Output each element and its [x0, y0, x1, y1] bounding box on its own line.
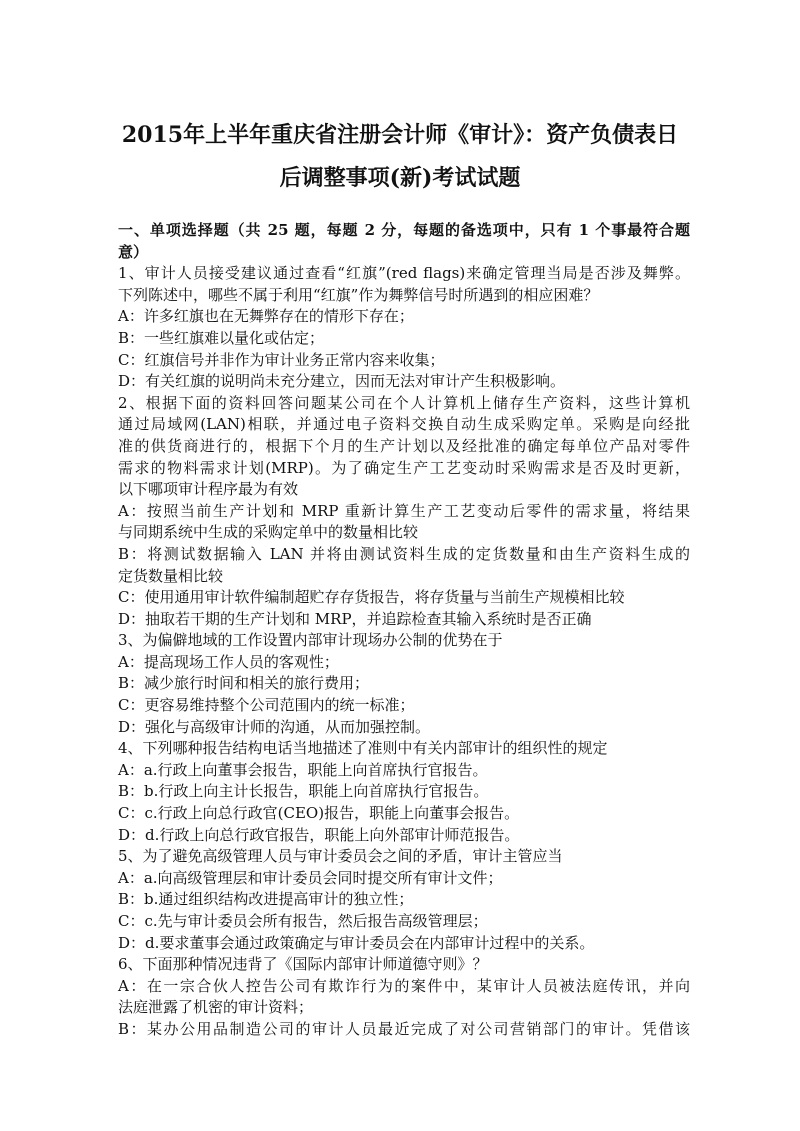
text-line: 1、审计人员接受建议通过查看“红旗”(red flags)来确定管理当局是否涉及舞弊。 — [118, 264, 690, 283]
text-line: 准的供货商进行的，根据下个月的生产计划以及经批准的确定每单位产品对零件 — [118, 436, 690, 455]
document-body — [118, 220, 690, 1041]
text-line: D：d.行政上向总行政官报告，职能上向外部审计师范报告。 — [118, 825, 520, 844]
text-line: D：强化与高级审计师的沟通，从而加强控制。 — [118, 717, 431, 736]
text-line: C：使用通用审计软件编制超贮存存货报告，将存货量与当前生产规模相比较 — [118, 588, 625, 607]
text-line: B：一些红旗难以量化或估定； — [118, 328, 325, 347]
text-line: D：d.要求董事会通过政策确定与审计委员会在内部审计过程中的关系。 — [118, 933, 595, 952]
document-title-line-1: 2015年上半年重庆省注册会计师《审计》：资产负债表日 — [121, 122, 679, 148]
text-line: 下列陈述中，哪些不属于利用“红旗”作为舞弊信号时所遇到的相应困难？ — [118, 285, 599, 304]
text-line: B：b.通过组织结构改进提高审计的独立性； — [118, 890, 414, 909]
text-line: A：许多红旗也在无舞弊存在的情形下存在； — [118, 307, 414, 326]
text-line: 法庭泄露了机密的审计资料； — [118, 998, 314, 1017]
text-line: 6、下面那种情况违背了《国际内部审计师道德守则》？ — [118, 955, 488, 974]
text-line: 通过局域网(LAN)相联，并通过电子资料交换自动生成采购定单。采购是向经批 — [118, 415, 690, 434]
text-line: 需求的物料需求计划(MRP)。为了确定生产工艺变动时采购需求是否及时更新， — [118, 458, 690, 477]
text-line: A：按照当前生产计划和 MRP 重新计算生产工艺变动后零件的需求量，将结果 — [118, 501, 690, 520]
text-line: B：b.行政上向主计长报告，职能上向首席执行官报告。 — [118, 782, 489, 801]
text-line: B：减少旅行时间和相关的旅行费用； — [118, 674, 370, 693]
text-line: B：某办公用品制造公司的审计人员最近完成了对公司营销部门的审计。凭借该 — [118, 1019, 690, 1038]
text-line: B：将测试数据输入 LAN 并将由测试资料生成的定货数量和由生产资料生成的 — [118, 544, 690, 563]
text-line: 2、根据下面的资料回答问题某公司在个人计算机上储存生产资料，这些计算机 — [118, 393, 690, 412]
document-title-line-2: 后调整事项(新)考试试题 — [279, 165, 521, 191]
text-line: A：在一宗合伙人控告公司有欺诈行为的案件中，某审计人员被法庭传讯，并向 — [118, 976, 690, 995]
text-line: C：红旗信号并非作为审计业务正常内容来收集； — [118, 350, 445, 369]
text-line: D：抽取若干期的生产计划和 MRP，并追踪检查其输入系统时是否正确 — [118, 609, 592, 628]
text-line: A：a.行政上向董事会报告，职能上向首席执行官报告。 — [118, 760, 488, 779]
text-line: 4、下列哪种报告结构电话当地描述了准则中有关内部审计的组织性的规定 — [118, 739, 608, 758]
text-line: C：c.行政上向总行政官(CEO)报告，职能上向董事会报告。 — [118, 804, 520, 823]
text-line: 3、为偏僻地域的工作设置内部审计现场办公制的优势在于 — [118, 631, 503, 650]
text-line: A：提高现场工作人员的客观性； — [118, 652, 339, 671]
text-line: 5、为了避免高级管理人员与审计委员会之间的矛盾，审计主管应当 — [118, 847, 563, 866]
text-line: D：有关红旗的说明尚未充分建立，因而无法对审计产生积极影响。 — [118, 372, 566, 391]
text-line: A：a.向高级管理层和审计委员会同时提交所有审计文件； — [118, 868, 503, 887]
text-line: C：c.先与审计委员会所有报告，然后报告高级管理层； — [118, 912, 488, 930]
text-line: 与同期系统中生成的采购定单中的数量相比较 — [118, 523, 419, 542]
section-heading-line: 一、单项选择题（共 25 题，每题 2 分，每题的备选项中，只有 1 个事最符合题 — [118, 221, 690, 239]
text-line: C：更容易维持整个公司范围内的统一标准； — [118, 696, 415, 715]
text-line: 以下哪项审计程序最为有效 — [118, 480, 299, 499]
text-line: 定货数量相比较 — [118, 566, 224, 585]
section-heading-line: 意） — [118, 242, 149, 261]
